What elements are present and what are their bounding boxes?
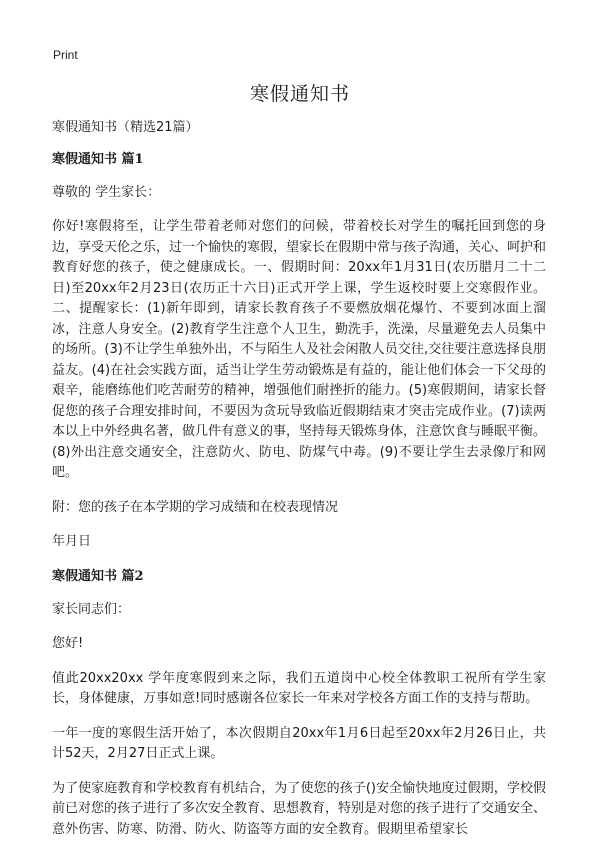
print-label: Print	[53, 48, 78, 62]
salutation-1: 尊敬的 学生家长：	[52, 184, 161, 200]
document-subtitle: 寒假通知书（精选21篇）	[52, 120, 199, 135]
salutation-2: 家长同志们：	[52, 601, 131, 617]
date-line: 年月日	[52, 534, 92, 549]
body-paragraph-1: 你好!寒假将至，让学生带着老师对您们的问候，带着校长对学生的嘱托回到您的身边，享受天伦之乐，过一个愉快的寒假，望家长在假期中常与孩子沟通，关心、呵护和教育好您的孩子，使之健康成长。一、假期时间：20xx年1月31日(农历腊月二十二日)至20xx年2月23日(农历正十六日)正式开学上课，学生返校时要上交寒假作业。二、提醒家长：(1)新年即到，请家长教育孩子不要燃放烟花爆竹、不要到冰面上溜冰，注意人身安全。(2)教育学生注意个人卫生，勤洗手，洗澡，尽量避免去人员集中的场所。(3)不让学生单独外出，不与陌生人及社会闲散人员交往,交往要注意选择良朋益友。(4)在社会实践方面，适当让学生劳动锻炼是有益的，能让他们体会一下父母的艰辛，能磨练他们吃苦耐劳的精神，增强他们耐挫折的能力。(5)寒假期间，请家长督促您的孩子合理安排时间，不要因为贪玩导致临近假期结束才突击完成作业。(7)读两本以上中外经典名著，做几件有意义的事，坚持每天锻炼身体，注意饮食与睡眠平衡。(8)外出注意交通安全，注意防火、防电、防煤气中毒。(9)不要让学生去录像厅和网吧。	[52, 219, 547, 480]
page-title: 寒假通知书	[249, 83, 350, 105]
section-heading-2: 寒假通知书 篇2	[52, 568, 144, 584]
body-paragraph-4: 为了使家庭教育和学校教育有机结合，为了使您的孩子()安全愉快地度过假期，学校假前已对您的孩子进行了多次安全教育、思想教育，特别是对您的孩子进行了交通安全、意外伤害、防寒、防滑、防火、防盗等方面的安全教育。假期里希望家长	[52, 780, 547, 837]
greeting: 您好!	[52, 636, 84, 651]
section-heading-1: 寒假通知书 篇1	[52, 151, 144, 167]
document-content	[52, 118, 546, 854]
body-paragraph-3: 一年一度的寒假生活开始了，本次假期自20xx年1月6日起至20xx年2月26日止，共计52天，2月27日正式上课。	[52, 725, 546, 761]
attachment-note: 附：您的孩子在本学期的学习成绩和在校表现情况	[52, 499, 339, 515]
body-paragraph-2: 值此20xx20xx 学年度寒假到来之际，我们五道岗中心校全体教职工祝所有学生家长，身体健康，万事如意!同时感谢各位家长一年来对学校各方面工作的支持与帮助。	[52, 670, 546, 706]
